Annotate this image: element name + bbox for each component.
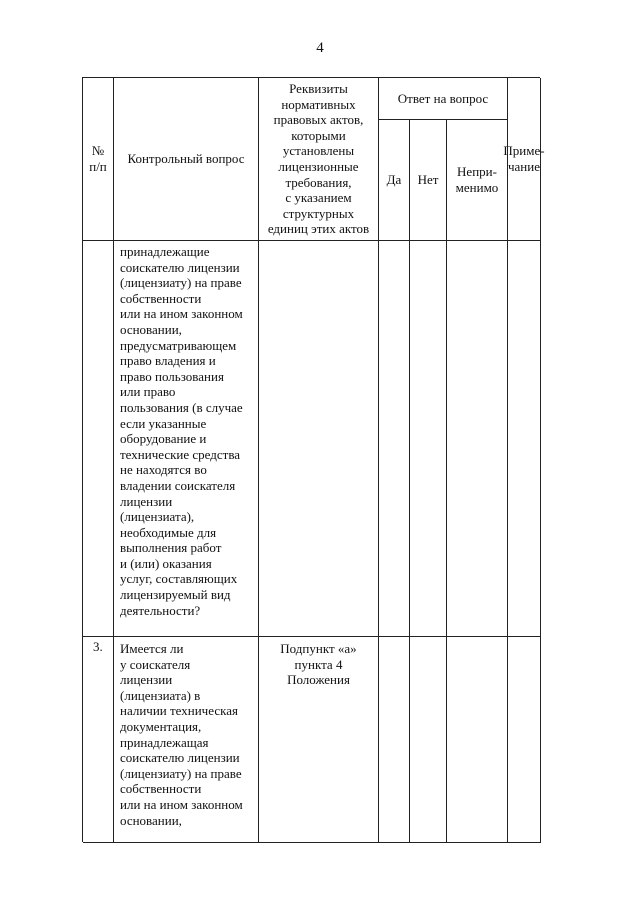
row-2-not-applicable [447, 637, 508, 843]
row-1-requisites [259, 241, 379, 637]
row-2-number: 3. [83, 637, 114, 843]
row-1-question: принадлежащие соискателю лицензии (лицензиату) на праве собственности или на ином законном основании, предусматривающем право владения и право пользования или право пользования (в случае если указанные оборудование и технические средства не находятся во владении соискателя лицензии (лицензиата), необходимые для выполнения работ и (или) оказания услуг, составляющих лицензируемый вид деятельности? [114, 241, 259, 637]
header-number: № п/п [83, 78, 114, 241]
row-1-note [508, 241, 541, 637]
row-2-requisites: Подпункт «а» пункта 4 Положения [259, 637, 379, 843]
page-number: 4 [316, 40, 324, 56]
row-2-question: Имеется ли у соискателя лицензии (лицензиата) в наличии техническая документация, принадлежащая соискателю лицензии (лицензиату) на праве собственности или на ином законном основании, [114, 637, 259, 843]
row-1-no [410, 241, 447, 637]
header-no: Нет [410, 120, 447, 241]
row-1-yes [379, 241, 410, 637]
header-not-applicable: Непри- менимо [447, 120, 508, 241]
header-question: Контрольный вопрос [114, 78, 259, 241]
checklist-table [82, 77, 545, 842]
header-note: Приме- чание [508, 78, 541, 241]
header-requisites: Реквизиты нормативных правовых актов, которыми установлены лицензионные требования, с указанием структурных единиц этих актов [259, 78, 379, 241]
row-2-note [508, 637, 541, 843]
row-2-no [410, 637, 447, 843]
header-answer: Ответ на вопрос [379, 78, 508, 120]
row-2-yes [379, 637, 410, 843]
header-yes: Да [379, 120, 410, 241]
row-1-number [83, 241, 114, 637]
row-1-not-applicable [447, 241, 508, 637]
